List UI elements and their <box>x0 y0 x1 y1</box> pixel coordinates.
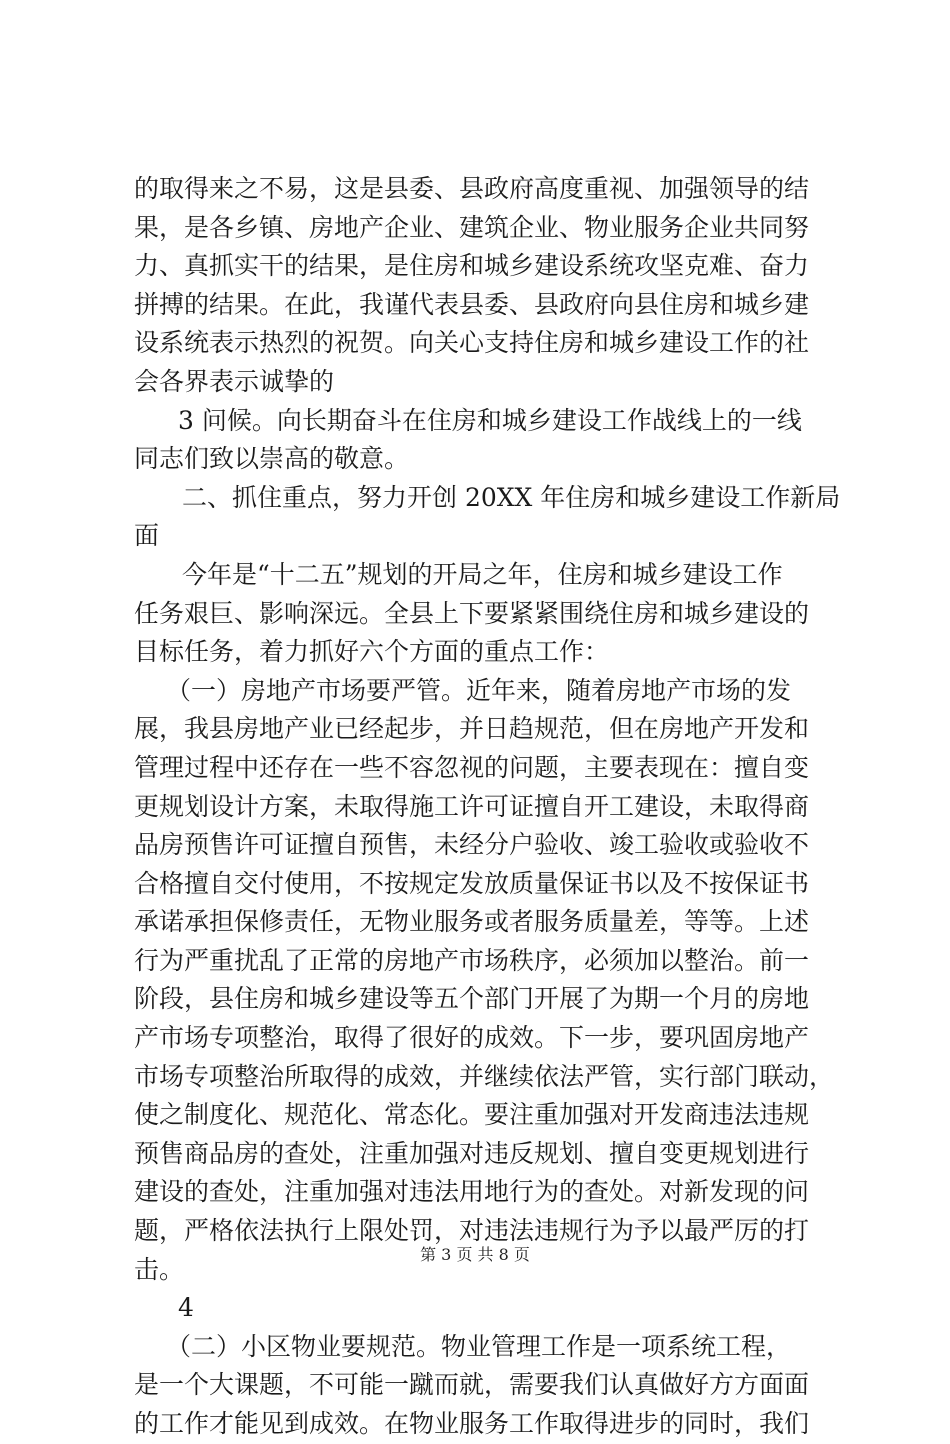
text-line: 任务艰巨、影响深远。全县上下要紧紧围绕住房和城乡建设的 <box>134 598 810 628</box>
subsection-heading: （一）房地产市场要严管。近年来，随着房地产市场的发 <box>166 675 792 705</box>
text-line: 使之制度化、规范化、常态化。要注重加强对开发商违法违规 <box>134 1100 810 1130</box>
text-line: 力、真抓实干的结果，是住房和城乡建设系统攻坚克难、奋力 <box>134 251 810 281</box>
text-line: 3 问候。向长期奋斗在住房和城乡建设工作战线上的一线 <box>178 405 802 435</box>
text-line: 市场专项整治所取得的成效，并继续依法严管，实行部门联动， <box>134 1061 835 1091</box>
text-line: 4 <box>178 1293 194 1323</box>
text-line: 是一个大课题，不可能一蹴而就，需要我们认真做好方方面面 <box>134 1370 810 1400</box>
text-line: 阶段，县住房和城乡建设等五个部门开展了为期一个月的房地 <box>134 984 810 1014</box>
section-heading: 二、抓住重点，努力开创 20XX 年住房和城乡建设工作新局 <box>182 482 841 512</box>
text-line: 今年是“十二五”规划的开局之年，住房和城乡建设工作 <box>182 559 783 589</box>
text-line: 目标任务，着力抓好六个方面的重点工作： <box>134 637 610 667</box>
text-line: 会各界表示诚挚的 <box>134 366 335 396</box>
text-line: 设系统表示热烈的祝贺。向关心支持住房和城乡建设工作的社 <box>134 328 810 358</box>
text-line: 行为严重扰乱了正常的房地产市场秩序，必须加以整治。前一 <box>134 945 810 975</box>
text-line: 建设的查处，注重加强对违法用地行为的查处。对新发现的问 <box>134 1177 810 1207</box>
text-line: 管理过程中还存在一些不容忽视的问题，主要表现在：擅自变 <box>134 752 810 782</box>
text-line: 击。 <box>134 1254 185 1284</box>
text-line: 题，严格依法执行上限处罚，对违法违规行为予以最严厉的打 <box>134 1216 810 1246</box>
text-line: 合格擅自交付使用，不按规定发放质量保证书以及不按保证书 <box>134 868 810 898</box>
text-line: 的取得来之不易，这是县委、县政府高度重视、加强领导的结 <box>134 174 810 203</box>
text-line: 预售商品房的查处，注重加强对违反规划、擅自变更规划进行 <box>134 1138 810 1168</box>
text-line: 果，是各乡镇、房地产企业、建筑企业、物业服务企业共同努 <box>134 212 810 242</box>
subsection-heading: （二）小区物业要规范。物业管理工作是一项系统工程， <box>166 1331 792 1361</box>
text-line: 拼搏的结果。在此，我谨代表县委、县政府向县住房和城乡建 <box>134 289 810 319</box>
text-line: 同志们致以崇高的敬意。 <box>134 444 410 474</box>
section-heading-cont: 面 <box>134 521 160 551</box>
text-line: 品房预售许可证擅自预售，未经分户验收、竣工验收或验收不 <box>134 830 810 860</box>
text-line: 承诺承担保修责任，无物业服务或者服务质量差，等等。上述 <box>134 907 810 937</box>
text-line: 展，我县房地产业已经起步，并日趋规范，但在房地产开发和 <box>134 714 810 744</box>
page-footer: 第 3 页 共 8 页 <box>420 1245 530 1264</box>
text-line: 更规划设计方案，未取得施工许可证擅自开工建设，未取得商 <box>134 791 810 821</box>
text-line: 产市场专项整治，取得了很好的成效。下一步，要巩固房地产 <box>134 1023 810 1053</box>
text-line: 的工作才能见到成效。在物业服务工作取得进步的同时，我们 <box>134 1409 810 1438</box>
